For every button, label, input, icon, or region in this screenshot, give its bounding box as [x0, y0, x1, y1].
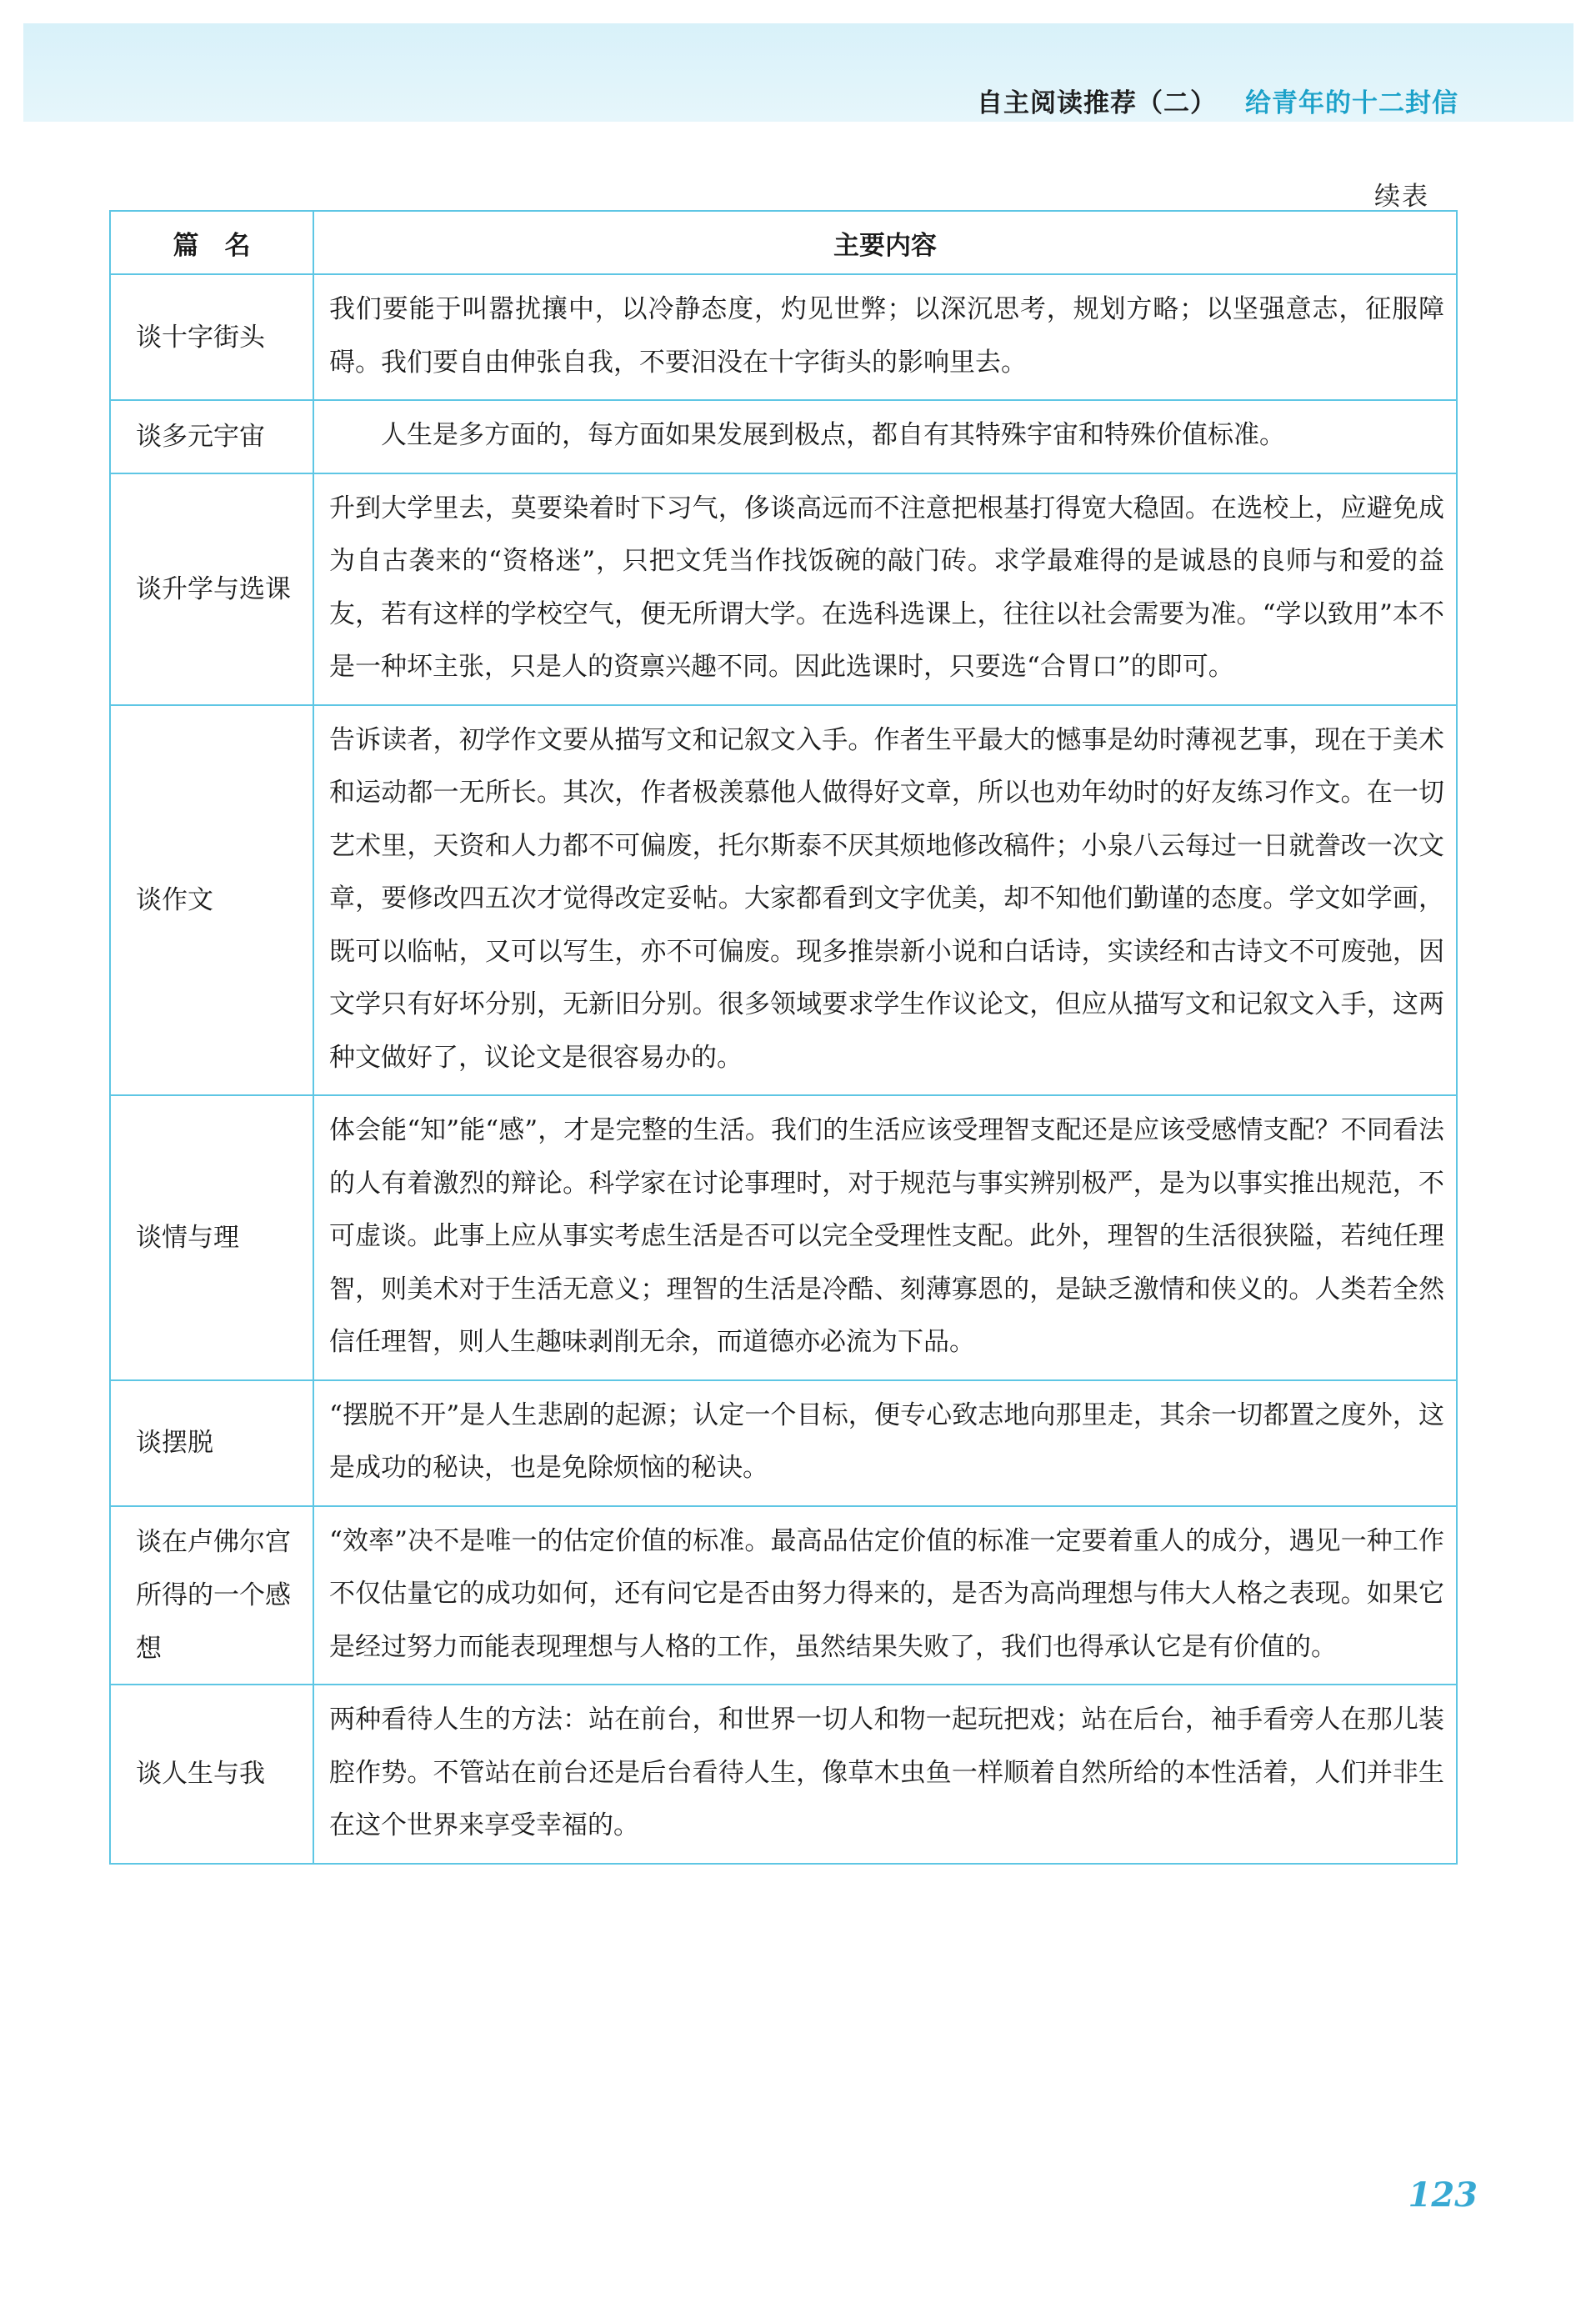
table-row — [110, 705, 1457, 1096]
row-content: 告诉读者，初学作文要从描写文和记叙文入手。作者生平最大的憾事是幼时薄视艺事，现在于美术和运动都一无所长。其次，作者极羡慕他人做得好文章，所以也劝年幼时的好友练习作文。在一切艺术里，天资和人力都不可偏废，托尔斯泰不厌其烦地修改稿件；小泉八云每过一日就誊改一次文章，要修改四五次才觉得改定妥帖。大家都看到文字优美，却不知他们勤谨的态度。学文如学画，既可以临帖，又可以写生，亦不可偏废。现多推崇新小说和白话诗，实读经和古诗文不可废弛，因文学只有好坏分别，无新旧分别。很多领域要求学生作议论文，但应从描写文和记叙文入手，这两种文做好了，议论文是很容易办的。 — [313, 705, 1457, 1096]
table-row — [110, 400, 1457, 473]
row-name: 谈在卢佛尔宫所得的一个感想 — [110, 1506, 313, 1685]
row-name: 谈多元宇宙 — [110, 400, 313, 473]
row-content: “效率”决不是唯一的估定价值的标准。最高品估定价值的标准一定要着重人的成分，遇见一种工作不仅估量它的成功如何，还有问它是否由努力得来的，是否为高尚理想与伟大人格之表现。如果它是经过努力而能表现理想与人格的工作，虽然结果失败了，我们也得承认它是有价值的。 — [313, 1506, 1457, 1685]
header-name: 篇 名 — [110, 211, 313, 274]
row-name: 谈摆脱 — [110, 1380, 313, 1506]
table-row — [110, 1095, 1457, 1380]
row-content: 两种看待人生的方法：站在前台，和世界一切人和物一起玩把戏；站在后台，袖手看旁人在那儿装腔作势。不管站在前台还是后台看待人生，像草木虫鱼一样顺着自然所给的本性活着，人们并非生在这个世界来享受幸福的。 — [313, 1685, 1457, 1864]
row-content: 体会能“知”能“感”，才是完整的生活。我们的生活应该受理智支配还是应该受感情支配？不同看法的人有着激烈的辩论。科学家在讨论事理时，对于规范与事实辨别极严，是为以事实推出规范，不可虚谈。此事上应从事实考虑生活是否可以完全受理性支配。此外，理智的生活很狭隘，若纯任理智，则美术对于生活无意义；理智的生活是冷酷、刻薄寡恩的，是缺乏激情和侠义的。人类若全然信任理智，则人生趣味剥削无余，而道德亦必流为下品。 — [313, 1095, 1457, 1380]
table-header-row — [110, 211, 1457, 274]
content-table — [109, 210, 1458, 1865]
section-title: 自主阅读推荐（二） — [977, 88, 1217, 118]
header-content: 主要内容 — [313, 211, 1457, 274]
table-row — [110, 1380, 1457, 1506]
running-header — [977, 82, 1458, 119]
row-content: 我们要能于叫嚣扰攘中，以冷静态度，灼见世弊；以深沉思考，规划方略；以坚强意志，征服障碍。我们要自由伸张自我，不要汨没在十字街头的影响里去。 — [313, 274, 1457, 400]
row-content: 升到大学里去，莫要染着时下习气，侈谈高远而不注意把根基打得宽大稳固。在选校上，应避免成为自古袭来的“资格迷”，只把文凭当作找饭碗的敲门砖。求学最难得的是诚恳的良师与和爱的益友，若有这样的学校空气，便无所谓大学。在选科选课上，往往以社会需要为准。“学以致用”本不是一种坏主张，只是人的资禀兴趣不同。因此选课时，只要选“合胃口”的即可。 — [313, 473, 1457, 705]
table-row — [110, 274, 1457, 400]
row-name: 谈作文 — [110, 705, 313, 1096]
table-row — [110, 1685, 1457, 1864]
row-name: 谈人生与我 — [110, 1685, 313, 1864]
row-content: 人生是多方面的，每方面如果发展到极点，都自有其特殊宇宙和特殊价值标准。 — [313, 400, 1457, 473]
page-number: 123 — [1408, 2175, 1478, 2215]
row-name: 谈升学与选课 — [110, 473, 313, 705]
table-row — [110, 1506, 1457, 1685]
row-name: 谈十字街头 — [110, 274, 313, 400]
row-content: “摆脱不开”是人生悲剧的起源；认定一个目标，便专心致志地向那里走，其余一切都置之度外，这是成功的秘诀，也是免除烦恼的秘诀。 — [313, 1380, 1457, 1506]
continued-label: 续表 — [1374, 182, 1429, 212]
book-title: 给青年的十二封信 — [1245, 88, 1458, 118]
row-name: 谈情与理 — [110, 1095, 313, 1380]
table-row — [110, 473, 1457, 705]
